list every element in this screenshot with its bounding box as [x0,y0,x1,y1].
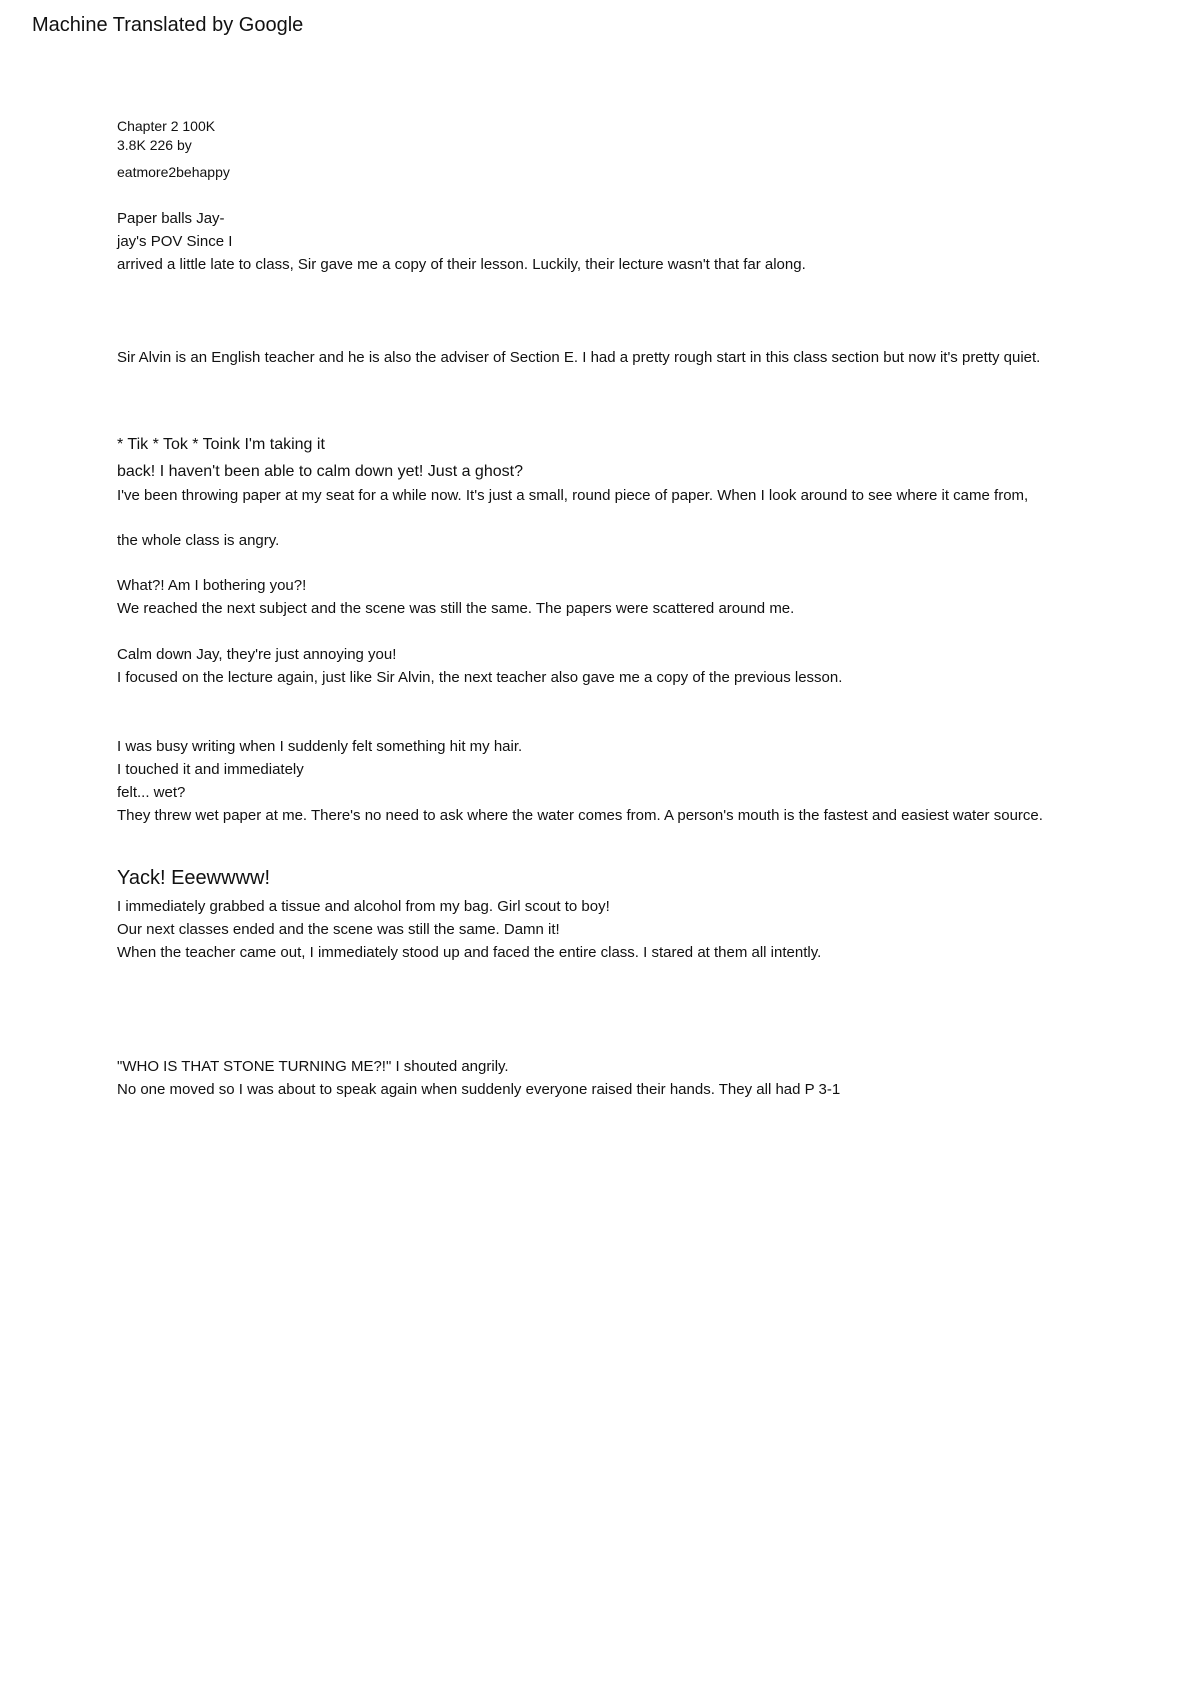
paragraph-line: I immediately grabbed a tissue and alcohol from my bag. Girl scout to boy! [117,898,610,915]
paragraph-line: * Tik * Tok * Toink I'm taking it [117,436,325,453]
author-name: eatmore2behappy [117,164,230,180]
paragraph-line: back! I haven't been able to calm down yet! Just a ghost? [117,463,523,480]
paragraph: Sir Alvin is an English teacher and he is also the adviser of Section E. I had a pretty rough start in this class section but now it's pretty quiet. [117,349,1041,366]
chapter-meta-line: Chapter 2 100K [117,118,216,134]
machine-translation-header: Machine Translated by Google [32,14,304,36]
paragraph-line: Calm down Jay, they're just annoying you! [117,646,397,663]
stats-meta-line: 3.8K 226 by [117,137,192,153]
paragraph-line: the whole class is angry. [117,532,280,549]
paragraph-line: felt... wet? [117,784,186,801]
paragraph-line: I was busy writing when I suddenly felt something hit my hair. [117,738,523,755]
paragraph-line: I touched it and immediately [117,761,304,778]
paragraph-line: jay's POV Since I [117,233,233,250]
paragraph-line: What?! Am I bothering you?! [117,577,307,594]
paragraph-line: "WHO IS THAT STONE TURNING ME?!" I shouted angrily. [117,1058,509,1075]
paragraph-line: Paper balls Jay- [117,210,225,227]
exclamation-line: Yack! Eeewwww! [117,867,271,889]
paragraph-line: We reached the next subject and the scene was still the same. The papers were scattered around me. [117,600,795,617]
paragraph-line: arrived a little late to class, Sir gave me a copy of their lesson. Luckily, their lecture wasn't that far along. [117,256,806,273]
paragraph-line: No one moved so I was about to speak again when suddenly everyone raised their hands. They all had P 3-1 [117,1081,841,1098]
paragraph-line: I focused on the lecture again, just like Sir Alvin, the next teacher also gave me a copy of the previous lesson. [117,669,843,686]
paragraph-line: They threw wet paper at me. There's no need to ask where the water comes from. A person's mouth is the fastest and easiest water source. [117,807,1043,824]
paragraph-line: Our next classes ended and the scene was still the same. Damn it! [117,921,560,938]
paragraph-line: When the teacher came out, I immediately stood up and faced the entire class. I stared at them all intently. [117,944,822,961]
paragraph: I've been throwing paper at my seat for a while now. It's just a small, round piece of paper. When I look around to see where it came from, [117,487,1029,504]
